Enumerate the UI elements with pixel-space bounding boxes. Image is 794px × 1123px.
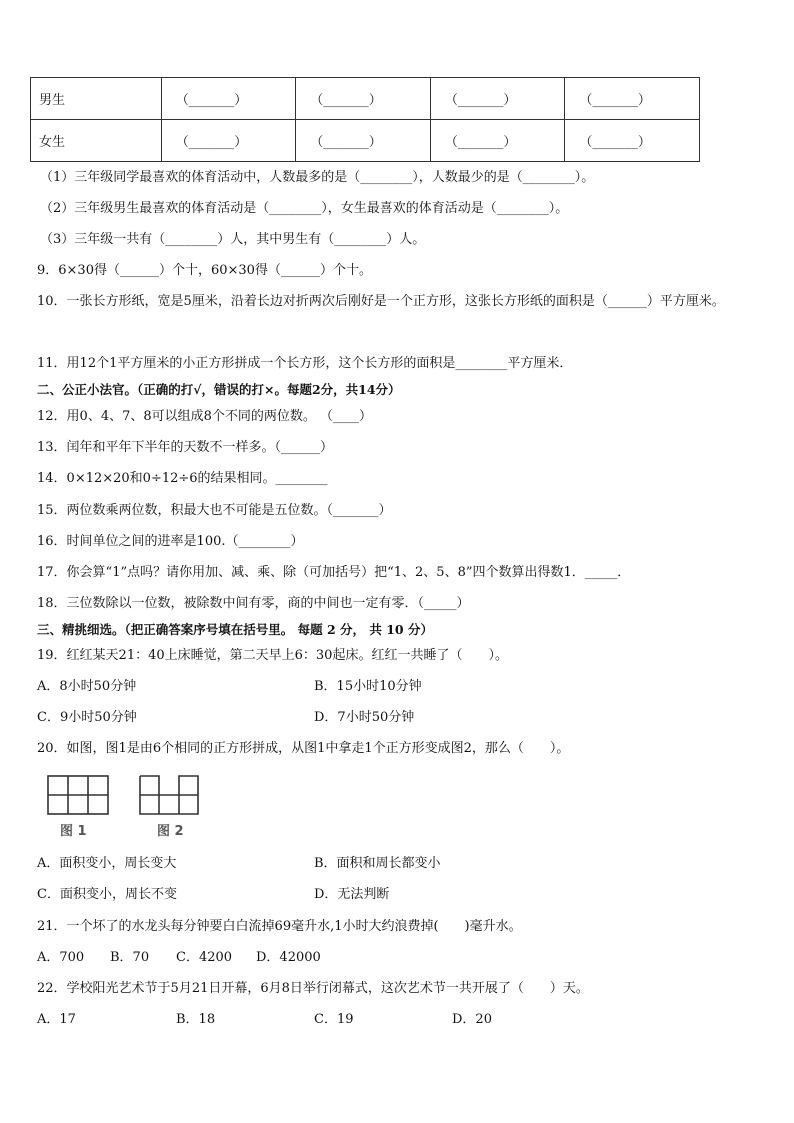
question-16: 16．时间单位之间的进率是100.（________）	[37, 534, 304, 549]
figure-1-caption: 图 1	[60, 824, 87, 839]
question-8-part-3: （3）三年级一共有（________）人，其中男生有（________）人。	[40, 232, 426, 247]
q21-option-d[interactable]: D．42000	[256, 950, 321, 965]
question-9: 9．6×30得（______）个十，60×30得（______）个十。	[37, 263, 372, 278]
answer-blank[interactable]: （_______）	[565, 120, 700, 162]
sports-survey-table	[30, 77, 700, 162]
question-15: 15．两位数乘两位数，积最大也不可能是五位数。（_______）	[37, 503, 392, 518]
question-8-part-1: （1）三年级同学最喜欢的体育活动中，人数最多的是（________），人数最少的是（________）。	[40, 170, 595, 185]
q22-option-a[interactable]: A．17	[37, 1012, 76, 1027]
q22-option-b[interactable]: B．18	[176, 1012, 216, 1027]
question-11: 11．用12个1平方厘米的小正方形拼成一个长方形，这个长方形的面积是________平方厘米．	[37, 356, 573, 371]
q20-option-a[interactable]: A．面积变小，周长变大	[37, 856, 177, 871]
q21-option-c[interactable]: C．4200	[176, 950, 233, 965]
question-19: 19．红红某天21：40上床睡觉，第二天早上6：30起床。红红一共睡了（ ）。	[37, 648, 508, 663]
q21-option-b[interactable]: B．70	[110, 950, 150, 965]
q22-option-c[interactable]: C．19	[314, 1012, 354, 1027]
figure-2-grid	[140, 776, 198, 814]
q21-option-a[interactable]: A．700	[37, 950, 85, 965]
question-10: 10．一张长方形纸，宽是5厘米，沿着长边对折两次后刚好是一个正方形，这张长方形纸的面积是（______）平方厘米。	[37, 294, 725, 309]
q20-option-c[interactable]: C．面积变小，周长不变	[37, 887, 177, 902]
answer-blank[interactable]: （_______）	[296, 78, 431, 120]
section-3-heading: 三、精挑细选。（把正确答案序号填在括号里。 每题 2 分， 共 10 分）	[37, 622, 433, 637]
question-13: 13．闰年和平年下半年的天数不一样多。（______）	[37, 440, 334, 455]
question-20: 20．如图，图1是由6个相同的正方形拼成，从图1中拿走1个正方形变成图2，那么（ ）。	[37, 741, 570, 756]
question-22: 22．学校阳光艺术节于5月21日开幕，6月8日举行闭幕式，这次艺术节一共开展了（ ）天。	[37, 981, 589, 996]
question-12: 12．用0、4、7、8可以组成8个不同的两位数。 （____）	[37, 409, 373, 424]
q19-option-c[interactable]: C．9小时50分钟	[37, 710, 137, 725]
figure-1-grid	[48, 776, 108, 814]
question-8-part-2: （2）三年级男生最喜欢的体育活动是（________），女生最喜欢的体育活动是（________）。	[40, 201, 569, 216]
question-21: 21．一个坏了的水龙头每分钟要白白流掉69毫升水,1小时大约浪费掉( )毫升水。	[37, 919, 522, 934]
q22-option-d[interactable]: D．20	[452, 1012, 492, 1027]
q20-option-b[interactable]: B．面积和周长都变小	[314, 856, 441, 871]
q20-figures	[40, 768, 210, 844]
q19-option-d[interactable]: D．7小时50分钟	[314, 710, 415, 725]
q19-option-a[interactable]: A．8小时50分钟	[37, 679, 137, 694]
table-row	[31, 120, 700, 162]
answer-blank[interactable]: （_______）	[430, 120, 565, 162]
row-label-girls: 女生	[31, 120, 162, 162]
figure-2-caption: 图 2	[157, 824, 184, 839]
q20-option-d[interactable]: D．无法判断	[314, 887, 390, 902]
table-row	[31, 78, 700, 120]
answer-blank[interactable]: （_______）	[296, 120, 431, 162]
answer-blank[interactable]: （_______）	[161, 120, 296, 162]
question-18: 18．三位数除以一位数，被除数中间有零，商的中间也一定有零．（_____）	[37, 596, 470, 611]
question-17: 17．你会算“1”点吗？请你用加、减、乘、除（可加括号）把“1、2、5、8”四个数算出得数1．_____．	[37, 565, 631, 580]
answer-blank[interactable]: （_______）	[430, 78, 565, 120]
answer-blank[interactable]: （_______）	[161, 78, 296, 120]
question-14: 14．0×12×20和0÷12÷6的结果相同。________	[37, 471, 328, 486]
q19-option-b[interactable]: B．15小时10分钟	[314, 679, 422, 694]
row-label-boys: 男生	[31, 78, 162, 120]
answer-blank[interactable]: （_______）	[565, 78, 700, 120]
section-2-heading: 二、公正小法官。（正确的打√，错误的打×。每题2分，共14分）	[37, 382, 401, 397]
